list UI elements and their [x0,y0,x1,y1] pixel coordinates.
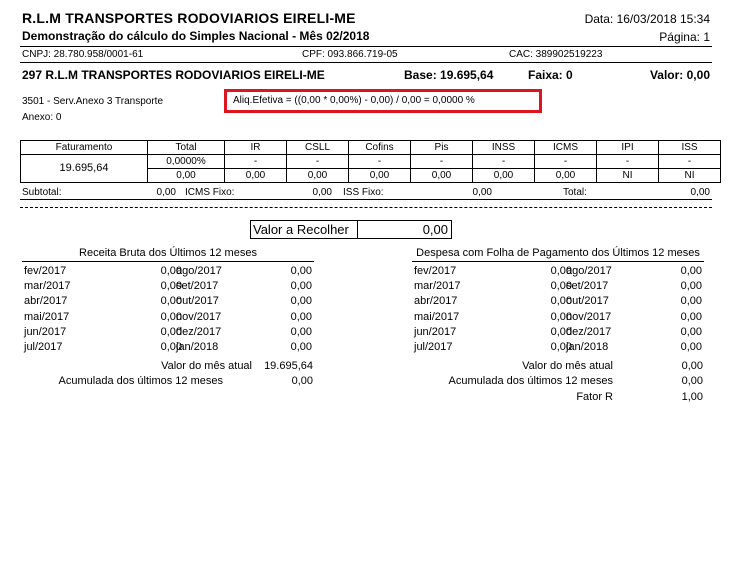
total-label: Total: [563,187,587,198]
despesa-left-month-0: fev/2017 [414,265,457,277]
despesa-right-value-4: 0,00 [680,326,702,338]
valor-recolher-value: 0,00 [422,222,448,237]
fator-r-value: 1,00 [681,391,703,403]
receita-right-month-0: ago/2017 [176,265,222,277]
receita-right-value-1: 0,00 [290,280,312,292]
receita-left-value-4: 0,00 [160,326,182,338]
valor-value: Valor: 0,00 [649,68,710,82]
iss-percent: - [659,155,721,169]
icms-percent: - [535,155,597,169]
receita-left-value-3: 0,00 [160,311,182,323]
header-total: Total [148,141,225,155]
ipi-percent: - [597,155,659,169]
tax-table-row-percent [21,155,721,169]
valor-recolher-label: Valor a Recolher [253,222,349,237]
header-divider [20,46,712,47]
despesa-left-value-3: 0,00 [550,311,572,323]
receita-right-month-2: out/2017 [176,295,219,307]
company-code-name: 297 R.L.M TRANSPORTES RODOVIARIOS EIRELI-ME [22,68,325,82]
header-csll: CSLL [287,141,349,155]
cofins-percent: - [349,155,411,169]
iss-fixo-label: ISS Fixo: [343,187,384,198]
cpf-label: CPF: 093.866.719-05 [302,49,398,60]
iss-value: NI [659,169,721,183]
tax-table-header-row [21,141,721,155]
receita-left-value-2: 0,00 [160,295,182,307]
inss-value: 0,00 [473,169,535,183]
despesa-right-value-0: 0,00 [680,265,702,277]
header-cofins: Cofins [349,141,411,155]
receita-left-value-5: 0,00 [160,341,182,353]
despesa-mes-atual-value: 0,00 [681,360,703,372]
despesa-left-month-2: abr/2017 [414,295,458,307]
company-title: R.L.M TRANSPORTES RODOVIARIOS EIRELI-ME [22,10,356,26]
despesa-left-value-1: 0,00 [550,280,572,292]
ipi-value: NI [597,169,659,183]
cnpj-label: CNPJ: 28.780.958/0001-61 [22,49,144,60]
receita-right-value-2: 0,00 [290,295,312,307]
receita-mes-atual-label: Valor do mês atual [161,360,252,372]
despesa-right-value-2: 0,00 [680,295,702,307]
receita-left-month-1: mar/2017 [24,280,71,292]
receita-left-month-5: jul/2017 [24,341,63,353]
anexo-label: Anexo: 0 [22,112,62,123]
valor-recolher-box [250,220,452,239]
despesa-left-value-0: 0,00 [550,265,572,277]
total-value: 0,00 [148,169,225,183]
receita-right-value-3: 0,00 [290,311,312,323]
subtotal-label: Subtotal: [22,187,62,198]
despesa-right-value-1: 0,00 [680,280,702,292]
aliquota-formula: Aliq.Efetiva = ((0,00 * 0,00%) - 0,00) / 0,00 = 0,0000 % [233,95,475,106]
tax-table [20,140,721,183]
receita-right-value-5: 0,00 [290,341,312,353]
header-ipi: IPI [597,141,659,155]
receita-title: Receita Bruta dos Últimos 12 meses [79,247,257,259]
aliquota-highlight-box [224,89,542,113]
despesa-right-value-3: 0,00 [680,311,702,323]
receita-right-month-4: dez/2017 [176,326,222,338]
header-inss: INSS [473,141,535,155]
header-iss: ISS [659,141,721,155]
despesa-left-value-4: 0,00 [550,326,572,338]
activity-label: 3501 - Serv.Anexo 3 Transporte [22,96,164,107]
page-number: Página: 1 [659,30,710,44]
csll-percent: - [287,155,349,169]
pis-value: 0,00 [411,169,473,183]
despesa-right-value-5: 0,00 [680,341,702,353]
pis-percent: - [411,155,473,169]
dashed-divider [20,207,712,208]
receita-left-month-0: fev/2017 [24,265,67,277]
cac-label: CAC: 389902519223 [509,49,603,60]
receita-acumulada-value: 0,00 [291,375,313,387]
ir-percent: - [225,155,287,169]
despesa-right-month-5: jan/2018 [566,341,609,353]
header-ir: IR [225,141,287,155]
despesa-left-month-1: mar/2017 [414,280,461,292]
faixa-value: Faixa: 0 [528,68,573,82]
inss-percent: - [473,155,535,169]
despesa-left-value-5: 0,00 [550,341,572,353]
despesa-left-value-2: 0,00 [550,295,572,307]
despesa-left-month-3: mai/2017 [414,311,460,323]
despesa-mes-atual-label: Valor do mês atual [522,360,613,372]
cofins-value: 0,00 [349,169,411,183]
despesa-right-month-2: out/2017 [566,295,609,307]
despesa-left-month-5: jul/2017 [414,341,453,353]
header-pis: Pis [411,141,473,155]
despesa-right-month-1: set/2017 [566,280,609,292]
ir-value: 0,00 [225,169,287,183]
receita-divider [22,261,314,262]
receita-right-month-1: set/2017 [176,280,219,292]
icms-fixo-label: ICMS Fixo: [185,187,235,198]
base-value: Base: 19.695,64 [404,68,494,82]
despesa-acumulada-label: Acumulada dos últimos 12 meses [448,375,613,387]
despesa-left-month-4: jun/2017 [414,326,457,338]
receita-left-month-4: jun/2017 [24,326,67,338]
valor-recolher-separator [357,221,358,238]
subtotal-divider [20,199,712,200]
receita-right-month-5: jan/2018 [176,341,219,353]
csll-value: 0,00 [287,169,349,183]
icms-value: 0,00 [535,169,597,183]
total-percent: 0,0000% [148,155,225,169]
faturamento-value: 19.695,64 [21,155,148,183]
receita-mes-atual-value: 19.695,64 [264,360,313,372]
despesa-right-month-4: dez/2017 [566,326,612,338]
receita-left-value-1: 0,00 [160,280,182,292]
despesa-divider [412,261,704,262]
header-icms: ICMS [535,141,597,155]
despesa-right-month-0: ago/2017 [566,265,612,277]
receita-right-value-0: 0,00 [290,265,312,277]
subtotal-value: 0,00 [156,187,176,198]
report-date: Data: 16/03/2018 15:34 [584,12,710,26]
receita-right-value-4: 0,00 [290,326,312,338]
fator-r-label: Fator R [576,391,613,403]
receita-right-month-3: nov/2017 [176,311,222,323]
receita-left-month-3: mai/2017 [24,311,70,323]
despesa-title: Despesa com Folha de Pagamento dos Últimos 12 meses [416,247,700,259]
despesa-right-month-3: nov/2017 [566,311,612,323]
iss-fixo-value: 0,00 [472,187,492,198]
report-subtitle: Demonstração do cálculo do Simples Nacional - Mês 02/2018 [22,29,370,43]
cnpj-divider [20,62,712,63]
header-faturamento: Faturamento [21,141,148,155]
icms-fixo-value: 0,00 [312,187,332,198]
receita-acumulada-label: Acumulada dos últimos 12 meses [58,375,223,387]
receita-left-month-2: abr/2017 [24,295,68,307]
despesa-acumulada-value: 0,00 [681,375,703,387]
total-value-subtotal: 0,00 [690,187,710,198]
receita-left-value-0: 0,00 [160,265,182,277]
